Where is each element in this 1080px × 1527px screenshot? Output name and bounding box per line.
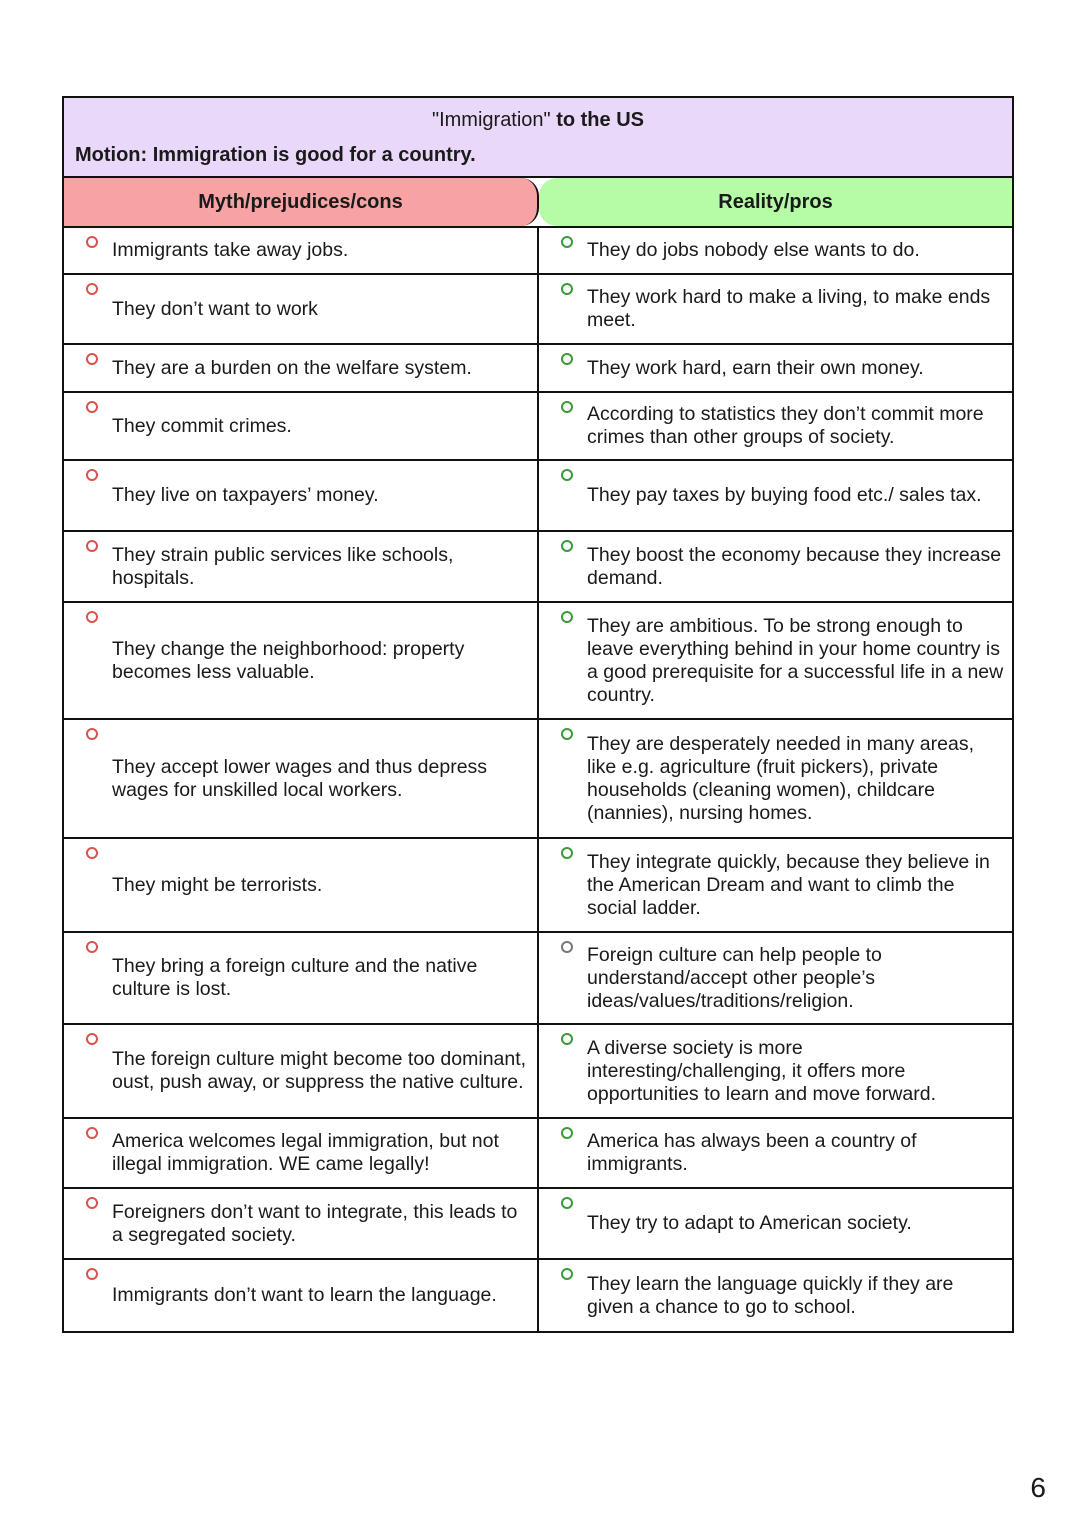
pros-cell (539, 532, 1012, 601)
pros-cell (539, 393, 1012, 459)
circle-bullet-icon (561, 1197, 573, 1209)
pros-text: They are desperately needed in many areas, like e.g. agriculture (fruit pickers), private households (cleaning women), childcare (nannies), nursing homes. (587, 732, 974, 824)
circle-bullet-icon (86, 353, 98, 365)
pros-text: They pay taxes by buying food etc./ sales tax. (587, 484, 982, 506)
circle-bullet-icon (561, 847, 573, 859)
table-row (64, 532, 1012, 603)
circle-bullet-icon (561, 283, 573, 295)
circle-bullet-icon (561, 1033, 573, 1045)
table-row (64, 345, 1012, 393)
circle-bullet-icon (561, 941, 573, 953)
cons-text: They don’t want to work (112, 297, 318, 320)
pros-text: They are ambitious. To be strong enough to leave everything behind in your home country is a good prerequisite for a successful life in a new country. (587, 614, 1004, 706)
circle-bullet-icon (561, 540, 573, 552)
motion-text: Motion: Immigration is good for a country. (75, 144, 476, 166)
circle-bullet-icon (561, 1127, 573, 1139)
circle-bullet-icon (86, 236, 98, 248)
pros-text: According to statistics they don’t commit more crimes than other groups of society. (587, 403, 984, 448)
table-row (64, 461, 1012, 532)
table-row (64, 1025, 1012, 1119)
cons-cell (64, 1189, 539, 1258)
cons-cell (64, 228, 539, 273)
circle-bullet-icon (86, 1127, 98, 1139)
cons-cell (64, 275, 539, 343)
pros-cell (539, 720, 1012, 837)
pros-column-header: Reality/pros (539, 178, 1012, 226)
table-row (64, 393, 1012, 461)
circle-bullet-icon (86, 1268, 98, 1280)
circle-bullet-icon (86, 728, 98, 740)
circle-bullet-icon (561, 611, 573, 623)
cons-cell (64, 933, 539, 1023)
table-header (64, 98, 1012, 178)
circle-bullet-icon (86, 1033, 98, 1045)
pros-cell (539, 603, 1012, 718)
cons-text: They might be terrorists. (112, 873, 323, 896)
pros-cell (539, 275, 1012, 343)
cons-cell (64, 1119, 539, 1187)
table-body (64, 228, 1012, 1331)
circle-bullet-icon (86, 1197, 98, 1209)
pros-cell (539, 1025, 1012, 1117)
pros-text: Foreign culture can help people to understand/accept other people’s ideas/values/traditions/religion. (587, 943, 882, 1012)
pros-text: They boost the economy because they increase demand. (587, 543, 1002, 589)
title-rest: to the US (550, 109, 644, 131)
table-row (64, 603, 1012, 720)
pros-text: America has always been a country of immigrants. (587, 1130, 917, 1175)
circle-bullet-icon (86, 401, 98, 413)
pros-cell (539, 839, 1012, 931)
cons-text: America welcomes legal immigration, but not illegal immigration. WE came legally! (112, 1130, 499, 1175)
argument-table (62, 96, 1014, 1333)
cons-text: They commit crimes. (112, 414, 292, 437)
pros-text: They do jobs nobody else wants to do. (587, 239, 920, 261)
title-quoted: "Immigration" (431, 109, 551, 131)
cons-text: They accept lower wages and thus depress wages for unskilled local workers. (112, 755, 488, 801)
table-row (64, 1260, 1012, 1331)
pros-cell (539, 461, 1012, 530)
pros-text: They try to adapt to American society. (587, 1212, 912, 1234)
cons-text: Immigrants take away jobs. (112, 239, 349, 261)
cons-cell (64, 720, 539, 837)
circle-bullet-icon (86, 941, 98, 953)
pros-cell (539, 933, 1012, 1023)
cons-text: They bring a foreign culture and the native culture is lost. (112, 955, 478, 1000)
pros-cell (539, 1260, 1012, 1331)
circle-bullet-icon (86, 469, 98, 481)
circle-bullet-icon (561, 353, 573, 365)
pros-text: A diverse society is more interesting/challenging, it offers more opportunities to learn and move forward. (587, 1036, 937, 1105)
cons-text: They strain public services like schools, hospitals. (112, 543, 454, 589)
pros-cell (539, 1189, 1012, 1258)
cons-cell (64, 345, 539, 391)
cons-text: They change the neighborhood: property becomes less valuable. (112, 637, 465, 683)
table-row (64, 1119, 1012, 1189)
cons-cell (64, 393, 539, 459)
pros-text: They work hard, earn their own money. (587, 356, 924, 379)
circle-bullet-icon (561, 236, 573, 248)
column-headers (64, 178, 1012, 228)
cons-column-header: Myth/prejudices/cons (64, 178, 539, 226)
cons-cell (64, 1025, 539, 1117)
circle-bullet-icon (561, 469, 573, 481)
circle-bullet-icon (86, 611, 98, 623)
table-row (64, 275, 1012, 345)
cons-text: Foreigners don’t want to integrate, this leads to a segregated society. (112, 1200, 518, 1246)
circle-bullet-icon (561, 728, 573, 740)
circle-bullet-icon (561, 401, 573, 413)
table-row (64, 228, 1012, 275)
cons-text: They are a burden on the welfare system. (112, 356, 472, 379)
pros-text: They integrate quickly, because they believe in the American Dream and want to climb the social ladder. (587, 850, 990, 919)
cons-cell (64, 603, 539, 718)
pros-text: They learn the language quickly if they are given a chance to go to school. (587, 1272, 954, 1318)
cons-cell (64, 532, 539, 601)
pros-cell (539, 1119, 1012, 1187)
cons-text: Immigrants don’t want to learn the language. (112, 1284, 497, 1306)
table-row (64, 720, 1012, 839)
cons-cell (64, 1260, 539, 1331)
circle-bullet-icon (561, 1268, 573, 1280)
cons-text: They live on taxpayers’ money. (112, 484, 379, 506)
circle-bullet-icon (86, 540, 98, 552)
page-number: 6 (1030, 1472, 1046, 1503)
pros-cell (539, 228, 1012, 273)
table-row (64, 1189, 1012, 1260)
pros-cell (539, 345, 1012, 391)
page-title (64, 109, 1012, 132)
circle-bullet-icon (86, 283, 98, 295)
cons-cell (64, 839, 539, 931)
cons-cell (64, 461, 539, 530)
cons-text: The foreign culture might become too dominant, oust, push away, or suppress the native culture. (112, 1048, 527, 1093)
pros-text: They work hard to make a living, to make ends meet. (587, 286, 991, 331)
circle-bullet-icon (86, 847, 98, 859)
table-row (64, 839, 1012, 933)
table-row (64, 933, 1012, 1025)
